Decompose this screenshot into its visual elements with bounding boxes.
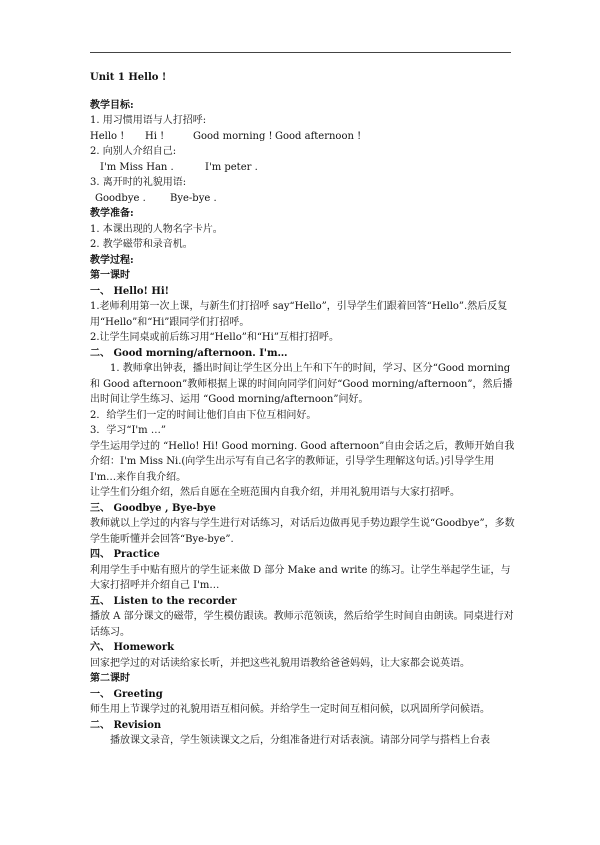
section-heading: 四、 Practice: [90, 549, 160, 560]
goal-1: 1. 用习惯用语与人打招呼:: [90, 115, 207, 126]
section-heading: 二、 Revision: [90, 719, 162, 731]
section-heading: 六、 Homework: [90, 642, 175, 653]
greeting-phrases: [90, 129, 515, 145]
paragraph: 2．给学生们一定的时间让他们自由下位互相问好。: [90, 409, 317, 421]
paragraph: 让学生们分组介绍，然后自愿在全班范围内自我介绍，并用礼貌用语与大家打招呼。: [90, 487, 460, 498]
goal-3: 3. 离开时的礼貌用语:: [90, 177, 187, 188]
prep-heading: 教学准备:: [90, 208, 134, 219]
intro-phrases: [90, 160, 515, 176]
goal-2: 2. 向别人介绍自己:: [90, 146, 177, 157]
prep-item: 2. 教学磁带和录音机。: [90, 239, 193, 250]
section-heading: 三、 Goodbye , Bye-bye: [90, 502, 216, 514]
farewell-phrase: Goodbye .: [95, 192, 146, 204]
paragraph: 利用学生手中贴有照片的学生证来做 D 部分 Make and write 的练习。让学生举起学生证，与大家打招呼并介绍自己 I'm…: [90, 564, 511, 591]
greeting-phrase: Hello !: [90, 130, 125, 142]
lesson-plan-document: [90, 70, 515, 749]
goals-heading: 教学目标:: [90, 99, 134, 111]
paragraph: 回家把学过的对话读给家长听，并把这些礼貌用语教给爸爸妈妈，让大家都会说英语。: [90, 657, 470, 669]
section-heading: 五、 Listen to the recorder: [90, 595, 237, 607]
unit-title: Unit 1 Hello !: [90, 72, 167, 83]
section-heading: 二、 Good morning/afternoon. I'm…: [90, 347, 288, 359]
process-heading: 教学过程:: [90, 254, 134, 266]
paragraph: 1.老师利用第一次上课，与新生们打招呼 say“Hello”，引导学生们跟着回答“Hello”.然后反复用“Hello”和“Hi”跟同学们打招呼。: [90, 301, 508, 328]
section-heading: 一、 Hello! Hi!: [90, 285, 170, 297]
paragraph: 学生运用学过的 “Hello! Hi! Good morning. Good afternoon”自由会话之后，教师开始自我介绍：I'm Miss Ni.(向学生出示写有自己名字的教师证，引导学生理解这句话。)引导学生用 I'm…来作自我介绍。: [90, 440, 515, 483]
paragraph: 教师就以上学过的内容与学生进行对话练习，对话后边做再见手势边跟学生说“Goodbye”，多数学生能听懂并会回答“Bye-bye”.: [90, 518, 515, 545]
intro-phrase: I'm Miss Han .: [100, 161, 174, 173]
prep-item: 1. 本课出现的人物名字卡片。: [90, 223, 223, 235]
greeting-phrase: Good morning !: [193, 130, 273, 142]
paragraph: 2.让学生同桌或前后练习用“Hello”和“Hi”互相打招呼。: [90, 332, 339, 343]
lesson-1-heading: 第一课时: [90, 270, 130, 281]
lesson-2-heading: 第二课时: [90, 673, 130, 684]
paragraph: 3．学习“I'm …”: [90, 425, 166, 436]
farewell-phrases: [90, 191, 515, 207]
farewell-phrase: Bye-bye .: [170, 192, 217, 204]
paragraph: 师生用上节课学过的礼貌用语互相问候。并给学生一定时间互相问候，以巩固所学问候语。: [90, 704, 490, 715]
greeting-phrase: Good afternoon !: [275, 130, 362, 142]
paragraph: 播放 A 部分课文的磁带，学生模仿跟读。教师示范领读，然后给学生时间自由朗读。同桌进行对话练习。: [90, 611, 514, 638]
paragraph: 1. 教师拿出钟表，播出时间让学生区分出上午和下午的时间，学习、区分“Good morning 和 Good afternoon”教师根据上课的时间向同学们问好“Good morning/afternoon”，然后播出时间让学生练习、运用 “Good morning/afternoon”问好。: [90, 363, 513, 405]
paragraph: 播放课文录音，学生领读课文之后，分组准备进行对话表演。请部分同学与搭档上台表: [110, 735, 490, 746]
intro-phrase: I'm peter .: [205, 161, 258, 173]
header-rule: [90, 52, 511, 53]
greeting-phrase: Hi !: [145, 130, 165, 142]
section-heading: 一、 Greeting: [90, 688, 163, 700]
